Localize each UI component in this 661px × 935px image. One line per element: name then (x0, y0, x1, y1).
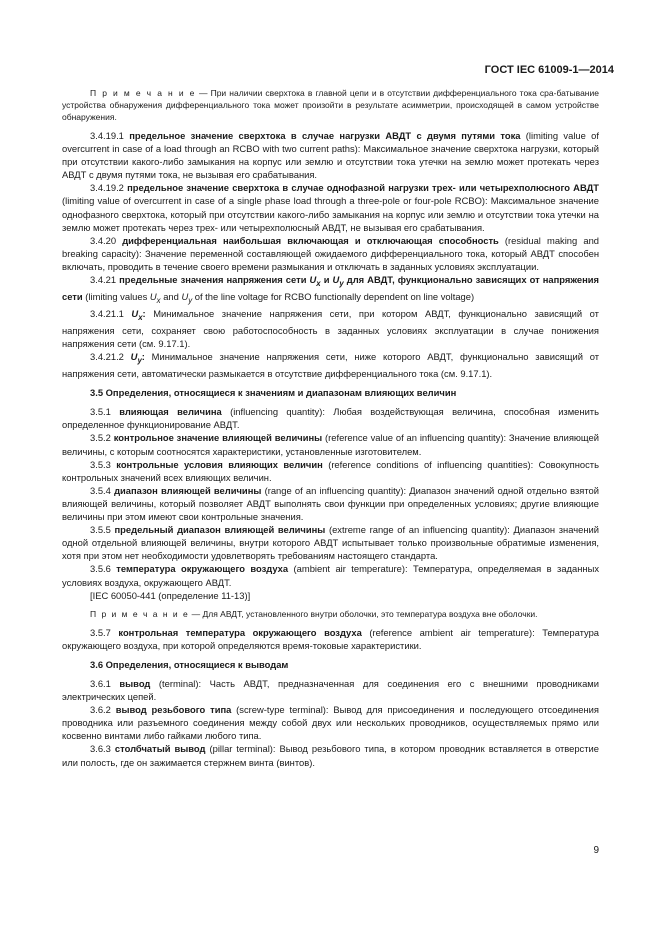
definition-3-4-19-2 (62, 181, 599, 233)
definition-3-5-6 (62, 562, 599, 588)
definition-text: (limiting values (82, 291, 150, 302)
clause-number: 3.4.20 (90, 234, 123, 246)
term: предельный диапазон влияющей величины (114, 524, 326, 536)
definition-text: (pillar terminal): Вывод резьбового типа, в котором проводник вставляется в отверстие или полость, где он зажимается стержнем винта (винтов). (62, 743, 599, 768)
section-heading-3-6: 3.6 Определения, относящиеся к выводам (90, 658, 289, 670)
clause-number: 3.5.6 (90, 563, 117, 575)
definition-3-4-20 (62, 234, 599, 273)
definition-text: Минимальное значение напряжения сети, при котором АВДТ, функционально зависящий от напряжения сети, сохраняет свою работоспособность в заданных условиях эксплуатации в случае понижения напряжения сети (см. 9.17.1). (62, 307, 599, 350)
definition-3-6-3 (62, 742, 599, 768)
page-number: 9 (593, 845, 599, 856)
term: дифференциальная наибольшая включающая и отключающая способность (122, 234, 499, 246)
note-label: П р и м е ч а н и е (90, 88, 196, 98)
term-part: и (320, 274, 333, 286)
definition-3-4-19-1 (62, 129, 599, 181)
definition-text: and (160, 291, 182, 302)
symbol-subscript: y (339, 278, 344, 288)
definition-3-5-1 (62, 405, 599, 431)
definition-text: (residual making and breaking capacity): Значение переменной составляющей ожидаемого дифференциального тока, который АВДТ способен включать, проводить в течение своего времени размыкания и отключать в заданных условиях эксплуатации. (62, 234, 599, 272)
symbol: U (149, 291, 157, 302)
symbol-subscript: x (138, 312, 143, 322)
note-label: П р и м е ч а н и е (90, 608, 190, 619)
term: температура окружающего воздуха (116, 563, 289, 575)
definition-text: (reference conditions of influencing quantities): Совокупность контрольных значений всех влияющих величин. (62, 458, 599, 483)
clause-number: 3.6.3 (90, 743, 115, 755)
definition-3-5-5 (62, 523, 599, 562)
term: контрольное значение влияющей величины (113, 432, 323, 444)
term: контрольная температура окружающего воздуха (118, 626, 362, 638)
definition-3-5-2 (62, 431, 599, 457)
note-paragraph (62, 608, 599, 620)
definition-3-5-4 (62, 484, 599, 523)
clause-number: 3.5.1 (90, 406, 120, 418)
term: контрольные условия влияющих величин (116, 458, 323, 470)
definition-3-4-21-2 (62, 350, 599, 380)
symbol: U (131, 307, 139, 319)
clause-number: 3.4.19.2 (90, 182, 128, 194)
term: влияющая величина (119, 406, 222, 418)
definition-text: (reference value of an influencing quantity): Значение влияющей величины, с которым соотносятся характеристики, установленные изготовителем. (62, 432, 599, 457)
clause-number: 3.5.7 (90, 626, 119, 638)
definition-3-5-3 (62, 458, 599, 484)
clause-number: 3.5.3 (90, 458, 117, 470)
symbol-subscript: x (316, 278, 321, 288)
clause-number: 3.4.21 (90, 274, 120, 286)
clause-number: 3.4.21.2 (90, 351, 131, 363)
definition-3-4-21 (62, 273, 599, 307)
definition-text: (screw-type terminal): Вывод для присоединения и последующего отсоединения проводника или разъемного соединения между собой двух или нескольких проводников, осуществляемых прямо или косвенно винтами либо гайками любого типа. (62, 704, 599, 742)
symbol-subscript: x (156, 295, 161, 305)
term: предельное значение сверхтока в случае однофазной нагрузки трех- или четырехполюсного АВДТ (127, 182, 599, 194)
definition-text: (limiting value of overcurrent in case of a load through an RCBO with two current paths): Максимальное значение сверхтока нагрузки, который при отсутствии какого-либо замыкания на корпус или землю и отсутствии тока утечки на землю может протекать через АВДТ с двумя путями тока, не вызывая его срабатывания. (62, 130, 599, 181)
term-part: предельные значения напряжения сети (119, 274, 310, 286)
definition-text: (limiting value of overcurrent in case of a single phase load through a three-pole or four-pole RCBO): Максимальное значение однофазного сверхтока, который при отсутствии какого-либо замыкания на корпус или землю и отсутствии тока утечки на землю может протекать через трех- или четырехполюсный АВДТ, не вызывая его срабатывания. (62, 195, 599, 233)
clause-number: 3.5.5 (90, 524, 115, 536)
colon: : (141, 351, 145, 363)
clause-number: 3.4.19.1 (90, 130, 130, 141)
clause-number: 3.6.1 (90, 677, 120, 689)
reference: [IEC 60050-441 (определение 11-13)] (90, 589, 251, 601)
colon: : (142, 307, 146, 319)
term: предельное значение сверхтока в случае нагрузки АВДТ с двумя путями тока (129, 130, 521, 141)
definition-text: of the line voltage for RCBO functionally dependent on line voltage) (192, 291, 475, 302)
definition-3-5-7 (62, 626, 599, 652)
symbol-subscript: y (137, 356, 142, 365)
definition-text: (reference ambient air temperature): Температура окружающего воздуха, при которой определяются время-токовые характеристики. (62, 626, 599, 651)
term: столбчатый вывод (114, 743, 206, 755)
note-text: — Для АВДТ, установленного внутри оболочки, это температура воздуха вне оболочки. (189, 608, 538, 619)
definition-text: (range of an influencing quantity): Диапазон значений одной отдельно взятой влияющей величины, который позволяет АВДТ выполнять свои функции при определенных условиях; другие влияющие величины при этом имеют свои контрольные значения. (62, 484, 599, 523)
clause-number: 3.5.4 (90, 484, 115, 496)
clause-number: 3.4.21.1 (90, 307, 132, 319)
symbol-subscript: y (188, 295, 193, 305)
section-heading-3-5: 3.5 Определения, относящиеся к значениям и диапазонам влияющих величин (90, 387, 457, 399)
term-part: для АВДТ, функционально зависящих от напряжения сети (62, 274, 599, 302)
definition-text: (terminal): Часть АВДТ, предназначенная для соединения его с внешними проводниками электрических цепей. (62, 677, 599, 703)
definition-3-6-2 (62, 703, 599, 742)
page-content (62, 87, 599, 769)
document-header: ГОСТ IEC 61009-1—2014 (484, 64, 614, 76)
term: диапазон влияющей величины (114, 484, 262, 496)
definition-text: (influencing quantity): Любая воздействующая величина, способная изменить определенное функционирование АВДТ. (62, 406, 599, 431)
term: вывод резьбового типа (115, 704, 232, 716)
definition-text: (extreme range of an influencing quantity): Диапазон значений одной отдельной влияющей величины, внутри которого АВДТ испытывает только произвольные обратимые изменения, хотя при этом нет необходимости удовлетворять требованиям настоящего стандарта. (62, 524, 599, 562)
definition-3-6-1 (62, 677, 599, 703)
symbol: U (130, 351, 138, 363)
term: вывод (119, 677, 151, 689)
clause-number: 3.6.2 (90, 704, 116, 716)
symbol: U (332, 274, 340, 286)
symbol: U (181, 291, 189, 302)
definition-3-4-21-1 (62, 307, 599, 350)
note-paragraph (62, 87, 599, 123)
note-text: — При наличии сверхтока в главной цепи и в отсутствии дифференциального тока сра-батывание устройства обнаружения дифференциального тока может произойти в результате асимметрии, происходящей в самом устройстве обнаружения. (62, 88, 599, 122)
definition-text: Минимальное значение напряжения сети, ниже которого АВДТ, функционально зависящий от напряжения сети, автоматически размыкается в отсутствие дифференциального тока (см. 9.17.1). (62, 351, 599, 380)
definition-text: (ambient air temperature): Температура, определяемая в заданных условиях воздуха, окружающего АВДТ. (62, 563, 600, 588)
clause-number: 3.5.2 (90, 432, 114, 444)
symbol: U (309, 274, 317, 286)
